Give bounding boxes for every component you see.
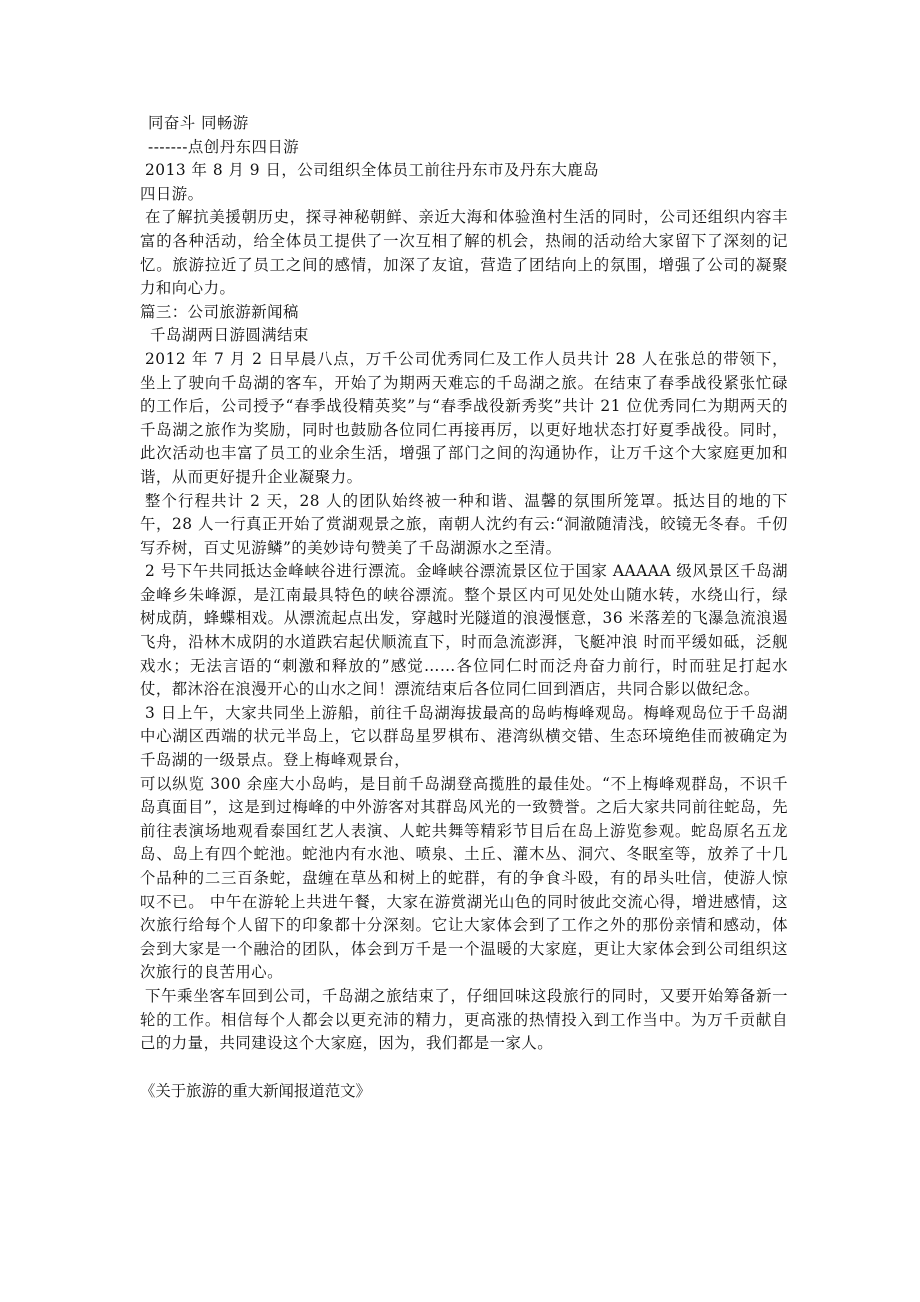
paragraph-trip-start: 2012 年 7 月 2 日早晨八点，万千公司优秀同仁及工作人员共计 28 人在张总的带领下，坐上了驶向千岛湖的客车，开始了为期两天难忘的千岛湖之旅。在结束了春季战役紧张忙碌的工作后，公司授予“春季战役精英奖”与“春季战役新秀奖”共计 21 位优秀同仁为期两天的千岛湖之旅作为奖励，同时也鼓励各位同仁再接再厉，以更好地状态打好夏季战役。同时，此次活动也丰富了员工的业余生活，增强了部门之间的沟通协作，让万千这个大家庭更加和谐，从而更好提升企业凝聚力。: [140, 349, 788, 486]
paragraph-intro-line2: 四日游。: [140, 184, 204, 203]
paragraph-return: 下午乘坐客车回到公司，千岛湖之旅结束了，仔细回味这段旅行的同时，又要开始筹备新一轮的工作。相信每个人都会以更充沛的精力，更高涨的热情投入到工作当中。为万千贡献自己的力量，共同建设这个大家庭，因为，我们都是一家人。: [140, 986, 788, 1053]
document-title: 同奋斗 同畅游: [148, 114, 249, 132]
paragraph-meifeng-island: 3 日上午，大家共同坐上游船，前往千岛湖海拔最高的岛屿梅峰观岛。梅峰观岛位于千岛湖中心湖区西端的状元半岛上，它以群岛星罗棋布、港湾纵横交错、生态环境绝佳而被确定为千岛湖的一级景点。登上梅峰观景台，: [140, 703, 788, 770]
document-footer-title: 《关于旅游的重大新闻报道范文》: [140, 1081, 371, 1100]
paragraph-itinerary: 整个行程共计 2 天，28 人的团队始终被一种和谐、温馨的氛围所笼罩。抵达目的地的下午，28 人一行真正开始了赏湖观景之旅，南朝人沈约有云:“洞澈随清浅，皎镜无冬春。千仞写乔树，百丈见游鳞”的美妙诗句赞美了千岛湖源水之至清。: [140, 491, 788, 557]
section-heading: 篇三：公司旅游新闻稿: [140, 302, 299, 321]
document-subtitle: -------点创丹东四日游: [148, 137, 300, 156]
paragraph-snake-island: 可以纵览 300 余座大小岛屿，是目前千岛湖登高揽胜的最佳处。“不上梅峰观群岛，不识千岛真面目”，这是到过梅峰的中外游客对其群岛风光的一致赞誉。之后大家共同前往蛇岛，先前往表演场地观看泰国红艺人表演、人蛇共舞等精彩节目后在岛上游览参观。蛇岛原名五龙岛、岛上有四个蛇池。蛇池内有水池、喷泉、土丘、灌木丛、洞穴、冬眠室等，放养了十几个品种的二三百条蛇，盘缠在草丛和树上的蛇群，有的争食斗殴，有的昂头吐信，使游人惊叹不已。 中午在游轮上共进午餐，大家在游赏湖光山色的同时彼此交流心得，增进感情，这次旅行给每个人留下的印象都十分深刻。它让大家体会到了工作之外的那份亲情和感动，体会到大家是一个融洽的团队，体会到万千是一个温暖的大家庭，更让大家体会到公司组织这次旅行的良苦用心。: [140, 774, 788, 982]
document-body: [140, 112, 788, 1103]
article-title: 千岛湖两日游圆满结束: [150, 326, 309, 345]
paragraph-dandong-summary: 在了解抗美援朝历史，探寻神秘朝鲜、亲近大海和体验渔村生活的同时，公司还组织内容丰富的各种活动，给全体员工提供了一次互相了解的机会，热闹的活动给大家留下了深刻的记忆。旅游拉近了员工之间的感情，加深了友谊，营造了团结向上的氛围，增强了公司的凝聚力和向心力。: [140, 208, 788, 298]
paragraph-rafting: 2 号下午共同抵达金峰峡谷进行漂流。金峰峡谷漂流景区位于国家 AAAAA 级风景区千岛湖金峰乡朱峰源，是江南最具特色的峡谷漂流。整个景区内可见处处山随水转，水绕山行，绿树成荫，蜂蝶相戏。从漂流起点出发，穿越时光隧道的浪漫惬意，36 米落差的飞瀑急流浪遏飞舟，沿林木成阴的水道跌宕起伏顺流直下，时而急流澎湃，飞艇冲浪 时而平缓如砥，泛舰戏水；无法言语的“刺激和释放的”感觉……各位同仁时而泛舟奋力前行，时而驻足打起水仗，都沐浴在浪漫开心的山水之间！漂流结束后各位同仁回到酒店，共同合影以做纪念。: [140, 562, 788, 699]
paragraph-intro-line1: 2013 年 8 月 9 日，公司组织全体员工前往丹东市及丹东大鹿岛: [145, 161, 600, 180]
